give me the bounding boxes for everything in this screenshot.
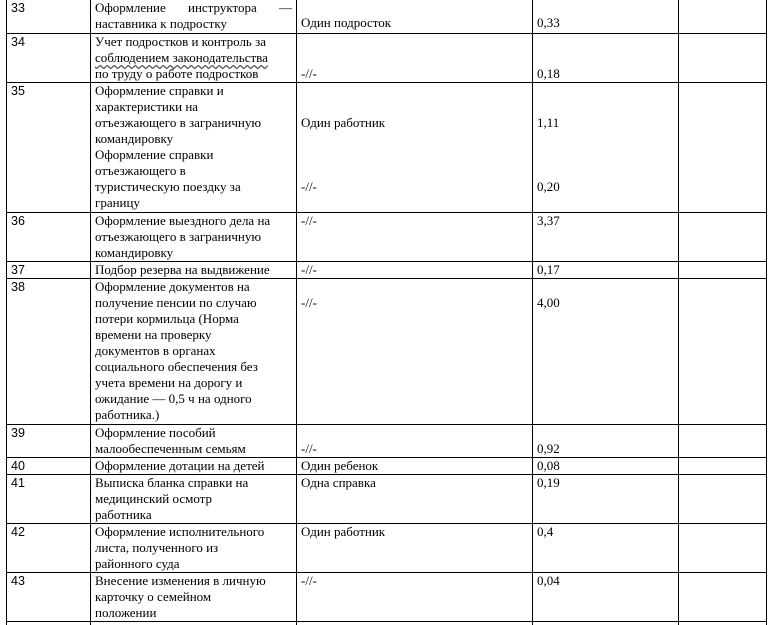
row-number: 39 bbox=[7, 425, 91, 458]
unit: Одна справка bbox=[297, 475, 533, 524]
table-row bbox=[7, 458, 767, 475]
norm-value: 0,08 bbox=[533, 458, 679, 475]
work-name: Оформление дотации на детей bbox=[91, 458, 297, 475]
unit: -//- bbox=[297, 573, 533, 622]
row-number: 33 bbox=[7, 0, 91, 34]
norm-value: 0,4 bbox=[533, 524, 679, 573]
unit: Один ребенок bbox=[297, 458, 533, 475]
table-row bbox=[7, 279, 767, 425]
unit: Один работник bbox=[297, 524, 533, 573]
work-name: Оформление выездного дела на отъезжающего в заграничную командировку bbox=[91, 213, 297, 262]
norm-value: 4,00 bbox=[533, 279, 679, 425]
work-name: Оформление инструктора — наставника к подростку bbox=[91, 0, 297, 34]
table-row-cut bbox=[7, 622, 767, 625]
table-row bbox=[7, 262, 767, 279]
work-name: Учет подростков и контроль за соблюдением законодательства по труду о работе подростков bbox=[91, 34, 297, 83]
table-row bbox=[7, 213, 767, 262]
table-row bbox=[7, 573, 767, 622]
norm-value: 0,17 bbox=[533, 262, 679, 279]
work-name: Оформление исполнительного листа, полученного из районного суда bbox=[91, 524, 297, 573]
norm-value: 0,04 bbox=[533, 573, 679, 622]
table-row bbox=[7, 83, 767, 213]
norm-value: 0,92 bbox=[533, 425, 679, 458]
row-number: 41 bbox=[7, 475, 91, 524]
row-number: 43 bbox=[7, 573, 91, 622]
table-row bbox=[7, 34, 767, 83]
row-number: 42 bbox=[7, 524, 91, 573]
work-name: Внесение изменения в личную карточку о семейном положении bbox=[91, 573, 297, 622]
table-row bbox=[7, 0, 767, 34]
unit: -//- bbox=[297, 213, 533, 262]
unit: Один подросток bbox=[297, 0, 533, 34]
time-norms-table bbox=[6, 0, 767, 625]
work-name: Оформление пособий малообеспеченным семьям bbox=[91, 425, 297, 458]
table-row bbox=[7, 475, 767, 524]
work-name: Выписка бланка справки на медицинский осмотр работника bbox=[91, 475, 297, 524]
norm-value: 0,33 bbox=[533, 0, 679, 34]
row-number: 34 bbox=[7, 34, 91, 83]
table-row bbox=[7, 524, 767, 573]
row-number: 35 bbox=[7, 83, 91, 213]
unit: -//- bbox=[297, 279, 533, 425]
row-number: 36 bbox=[7, 213, 91, 262]
row-number: 40 bbox=[7, 458, 91, 475]
work-name: Оформление документов на получение пенсии по случаю потери кормильца (Норма времени на проверку документов в органах социального обеспечения без учета времени на дорогу и ожидание — 0,5 ч на одного работника.) bbox=[91, 279, 297, 425]
norm-value: 1,11 0,20 bbox=[533, 83, 679, 213]
unit: Один работник -//- bbox=[297, 83, 533, 213]
work-name: Оформление справки и характеристики на отъезжающего в заграничную командировку Оформление справки отъезжающего в туристическую поездку за границу bbox=[91, 83, 297, 213]
norm-value: 0,19 bbox=[533, 475, 679, 524]
row-number: 37 bbox=[7, 262, 91, 279]
norm-value: 3,37 bbox=[533, 213, 679, 262]
norm-value: 0,18 bbox=[533, 34, 679, 83]
row-number: 38 bbox=[7, 279, 91, 425]
unit: -//- bbox=[297, 262, 533, 279]
unit: -//- bbox=[297, 425, 533, 458]
unit: -//- bbox=[297, 34, 533, 83]
table-row bbox=[7, 425, 767, 458]
work-name: Подбор резерва на выдвижение bbox=[91, 262, 297, 279]
